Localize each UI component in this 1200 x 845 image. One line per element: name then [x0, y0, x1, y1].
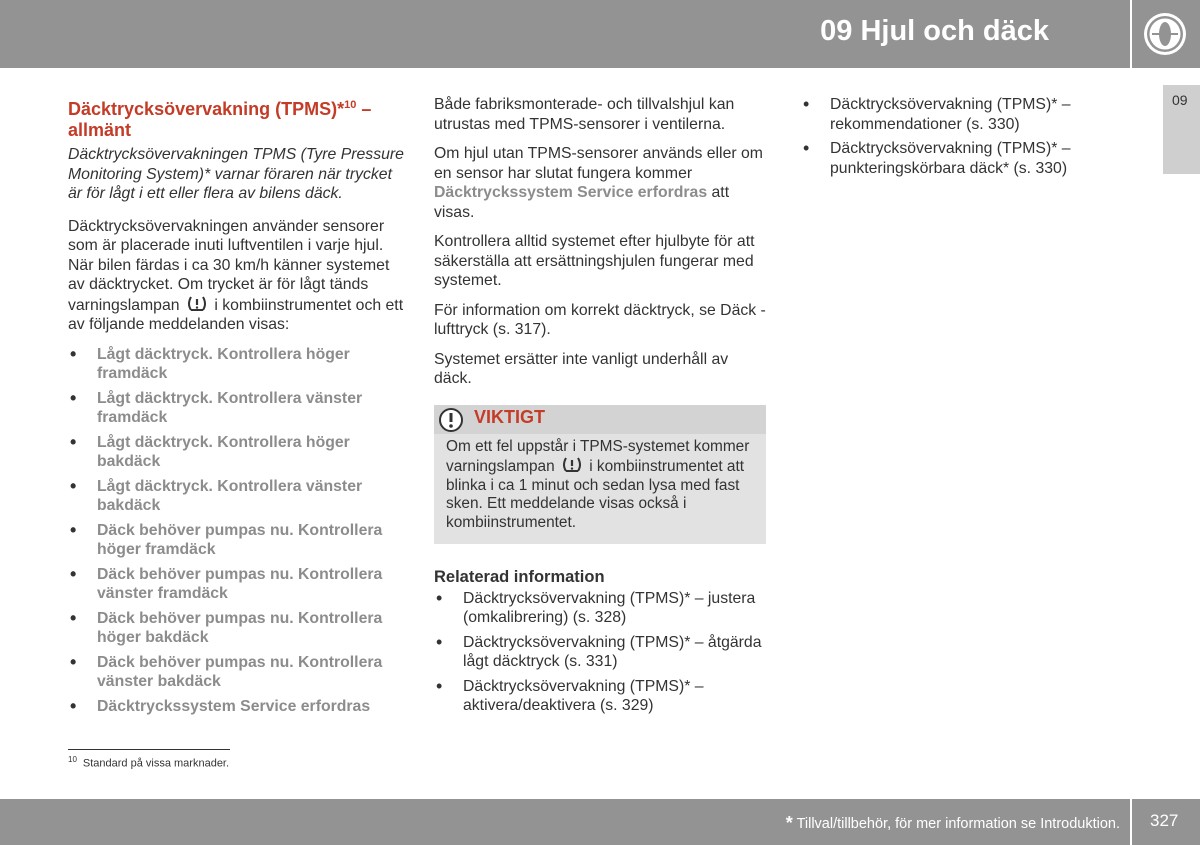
intro-text: Däcktrycksövervakningen TPMS (Tyre Pressure Monitoring System)* varnar föraren när trycket är för lågt i ett eller flera av bilens däck. — [68, 146, 404, 202]
important-label: VIKTIGT — [474, 406, 545, 427]
related-link[interactable]: • Däcktrycksövervakning (TPMS)* – rekommendationer (s. 330) — [801, 95, 1136, 134]
body-text-b: i kombiinstrumentet och ett av följande meddelanden visas: — [68, 296, 404, 333]
important-body — [434, 434, 766, 545]
message-item: • Däck behöver pumpas nu. Kontrollera vänster framdäck — [68, 565, 408, 604]
message-item: • Däcktryckssystem Service erfordras — [68, 697, 408, 717]
related-list-continued — [801, 95, 1136, 178]
paragraph-2-a: Om hjul utan TPMS-sensorer används eller om en sensor har slutat fungera kommer — [434, 145, 763, 182]
message-item: • Lågt däcktryck. Kontrollera höger framdäck — [68, 345, 408, 384]
section-title-main: Däcktrycksövervakning (TPMS)* — [68, 99, 345, 119]
paragraph-2 — [434, 144, 766, 222]
message-list — [68, 345, 408, 717]
footer-note-text: Tillval/tillbehör, för mer information se Introduktion. — [792, 816, 1120, 832]
footer-bar — [0, 799, 1130, 845]
related-info-title: Relaterad information — [434, 568, 605, 586]
message-item: • Däck behöver pumpas nu. Kontrollera höger bakdäck — [68, 609, 408, 648]
section-title-footnote-ref: 10 — [344, 99, 357, 111]
message-item: • Lågt däcktryck. Kontrollera vänster framdäck — [68, 389, 408, 428]
chapter-icon-box — [1131, 0, 1200, 68]
important-text-b: i kombiinstrumentet att blinka i ca 1 minut och sedan lysa med fast sken. Ett meddelande visas också i kombiinstrumentet. — [446, 458, 745, 531]
tire-icon — [1142, 11, 1188, 57]
section-title — [68, 95, 408, 141]
related-link[interactable]: • Däcktrycksövervakning (TPMS)* – åtgärda lågt däcktryck (s. 331) — [434, 633, 766, 672]
paragraph-4: För information om korrekt däcktryck, se Däck - lufttryck (s. 317). — [434, 301, 766, 338]
tire-pressure-warning-icon — [187, 295, 207, 313]
related-link[interactable]: • Däcktrycksövervakning (TPMS)* – punkteringskörbara däck* (s. 330) — [801, 139, 1136, 178]
header-bar — [0, 0, 1130, 68]
footnote-text: Standard på vissa marknader. — [82, 757, 230, 770]
message-item: • Däck behöver pumpas nu. Kontrollera vänster bakdäck — [68, 653, 408, 692]
exclamation-icon — [438, 407, 464, 433]
message-item: • Lågt däcktryck. Kontrollera höger bakdäck — [68, 433, 408, 472]
message-item: • Däck behöver pumpas nu. Kontrollera höger framdäck — [68, 521, 408, 560]
footnote-rule — [68, 749, 230, 750]
important-header — [434, 405, 766, 434]
message-item: • Lågt däcktryck. Kontrollera vänster bakdäck — [68, 477, 408, 516]
related-link[interactable]: • Däcktrycksövervakning (TPMS)* – aktivera/deaktivera (s. 329) — [434, 677, 766, 716]
important-box — [434, 405, 766, 545]
paragraph-2-b: att visas. — [434, 184, 730, 221]
footnote — [68, 755, 229, 770]
page-number-box — [1131, 799, 1200, 845]
section-title-dash: – — [356, 99, 372, 119]
paragraph-3: Kontrollera alltid systemet efter hjulbyte för att säkerställa att ersättningshjulen fungerar med systemet. — [434, 233, 755, 289]
middle-column — [434, 95, 766, 721]
footer-star: * — [785, 813, 793, 833]
important-text-a: Om ett fel uppstår i TPMS-systemet kommer varningslampan — [446, 437, 750, 475]
service-message: Däcktryckssystem Service erfordras — [434, 184, 708, 201]
paragraph-1: Både fabriksmonterade- och tillvalshjul kan utrustas med TPMS-sensorer i ventilerna. — [434, 96, 735, 133]
left-column — [68, 95, 408, 721]
chapter-title: 09 Hjul och däck — [820, 15, 1049, 47]
footnote-number: 10 — [68, 755, 77, 764]
right-column — [801, 95, 1136, 183]
side-tab-label: 09 — [1172, 92, 1188, 108]
body-text-a: Däcktrycksövervakningen använder sensorer som är placerade inuti luftventilen i varje hjul. När bilen färdas i ca 30 km/h känner systemet av däcktrycket. Om trycket är för lågt tänds varningslampan — [68, 217, 390, 314]
footer-note — [786, 813, 1120, 834]
page-number: 327 — [1150, 811, 1179, 830]
tire-pressure-warning-icon — [562, 456, 582, 474]
paragraph-5: Systemet ersätter inte vanligt underhåll av däck. — [434, 350, 729, 387]
section-title-line2: allmänt — [68, 120, 132, 140]
chapter-side-tab — [1163, 85, 1200, 174]
related-list — [434, 589, 766, 716]
body-paragraph — [68, 217, 408, 335]
related-link[interactable]: • Däcktrycksövervakning (TPMS)* – justera (omkalibrering) (s. 328) — [434, 589, 766, 628]
